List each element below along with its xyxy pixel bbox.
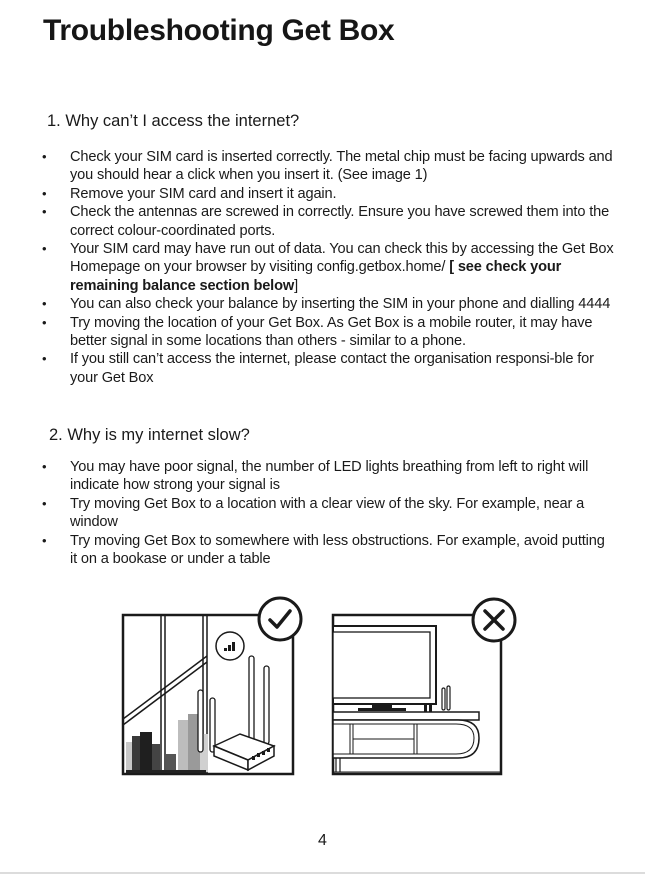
list-item: • Try moving Get Box to a location with a clear view of the sky. For example, near a window bbox=[70, 495, 615, 532]
page-number: 4 bbox=[318, 832, 327, 849]
list-item: • Your SIM card may have run out of data. You can check this by accessing the Get Box Homepage on your browser by visiting config.getbox.home/ [ see check your remaining balance section below] bbox=[70, 240, 615, 295]
section-heading-internet-access: 1. Why can’t I access the internet? bbox=[47, 112, 300, 130]
list-item: • Try moving Get Box to somewhere with less obstructions. For example, avoid putting it on a bookase or under a table bbox=[70, 532, 615, 569]
list-item: • Try moving the location of your Get Box. As Get Box is a mobile router, it may have better signal in some locations than others - similar to a phone. bbox=[70, 314, 615, 351]
list-item: • If you still can’t access the internet, please contact the organisation responsi-ble for your Get Box bbox=[70, 350, 615, 387]
good-placement-illustration bbox=[118, 594, 308, 778]
list-item: • Remove your SIM card and insert it again. bbox=[70, 185, 615, 203]
page-bottom-divider bbox=[0, 872, 645, 874]
list-item: • You can also check your balance by inserting the SIM in your phone and dialling 4444 bbox=[70, 295, 615, 313]
x-circle-icon bbox=[473, 599, 515, 641]
list-item: • You may have poor signal, the number of LED lights breathing from left to right will indicate how strong your signal is bbox=[70, 458, 615, 495]
list-item: • Check the antennas are screwed in correctly. Ensure you have screwed them into the correct colour-coordinated ports. bbox=[70, 203, 615, 240]
checkmark-circle-icon bbox=[259, 598, 301, 640]
section-heading-slow-internet: 2. Why is my internet slow? bbox=[49, 426, 250, 444]
balance-section-reference: [ see check your remaining balance section below bbox=[70, 259, 562, 294]
bullet-list-internet-access bbox=[70, 148, 615, 387]
page-title: Troubleshooting Get Box bbox=[43, 14, 395, 47]
bad-placement-illustration bbox=[328, 594, 524, 778]
bullet-list-slow-internet bbox=[70, 458, 615, 568]
list-item: • Check your SIM card is inserted correctly. The metal chip must be facing upwards and you should hear a click when you insert it. (See image 1) bbox=[70, 148, 615, 185]
